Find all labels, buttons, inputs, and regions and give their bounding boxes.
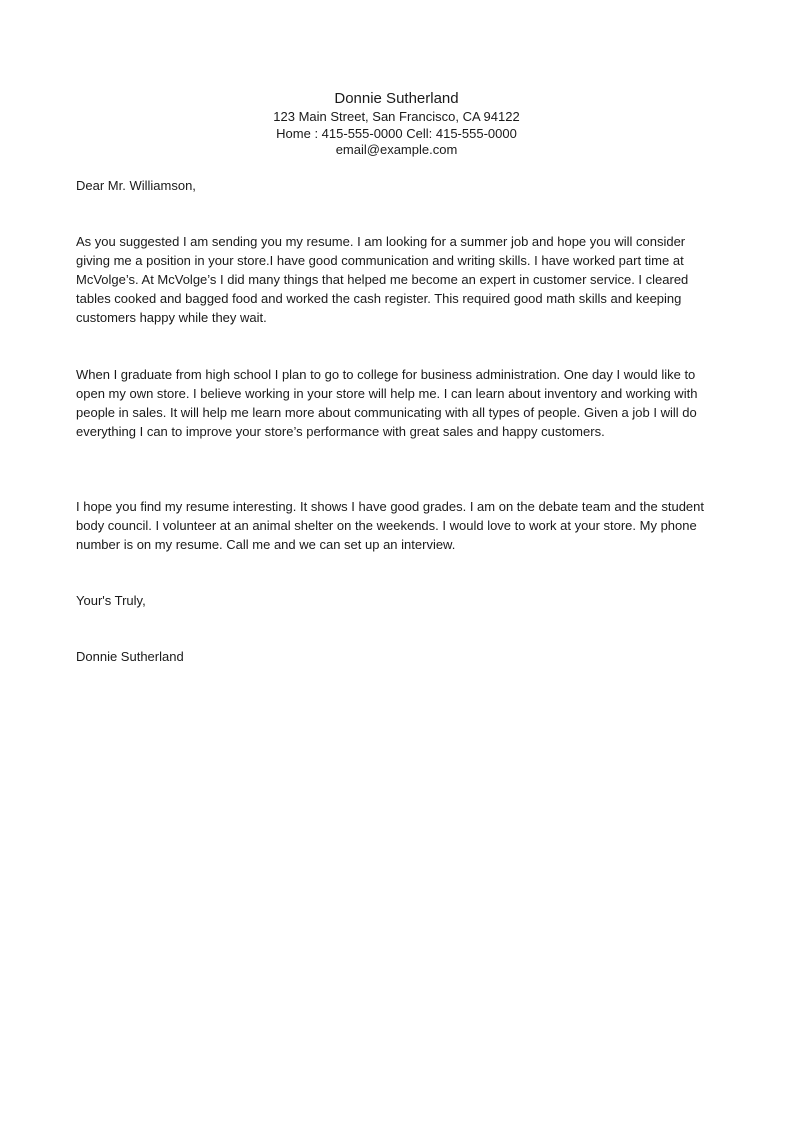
- closing: Your's Truly,: [76, 593, 146, 608]
- sender-address: 123 Main Street, San Francisco, CA 94122: [273, 109, 520, 124]
- body-paragraph-2: When I graduate from high school I plan to go to college for business administration. One day I would like to open my own store. I believe working in your store will help me. I can learn about inventory and working with people in sales. It will help me learn more about communicating with all types of people. Given a job I will do everything I can to improve your store’s performance with great sales and happy customers.: [76, 367, 698, 439]
- salutation: Dear Mr. Williamson,: [76, 178, 196, 193]
- sender-name: Donnie Sutherland: [334, 90, 459, 107]
- sender-email: email@example.com: [335, 142, 458, 157]
- signature-name: Donnie Sutherland: [76, 649, 184, 664]
- sender-phones: Home : 415-555-0000 Cell: 415-555-0000: [276, 125, 517, 141]
- body-paragraph-3: I hope you find my resume interesting. It shows I have good grades. I am on the debate team and the student body council. I volunteer at an animal shelter on the weekends. I would love to work at your store. My phone number is on my resume. Call me and we can set up an interview.: [76, 499, 704, 552]
- letterhead: [0, 89, 793, 159]
- body-paragraph-1: As you suggested I am sending you my resume. I am looking for a summer job and hope you will consider giving me a position in your store.I have good communication and writing skills. I have worked part time at McVolge’s. At McVolge’s I did many things that helped me become an expert in customer service. I cleared tables cooked and bagged food and worked the cash register. This required good math skills and keeping customers happy while they wait.: [76, 234, 689, 325]
